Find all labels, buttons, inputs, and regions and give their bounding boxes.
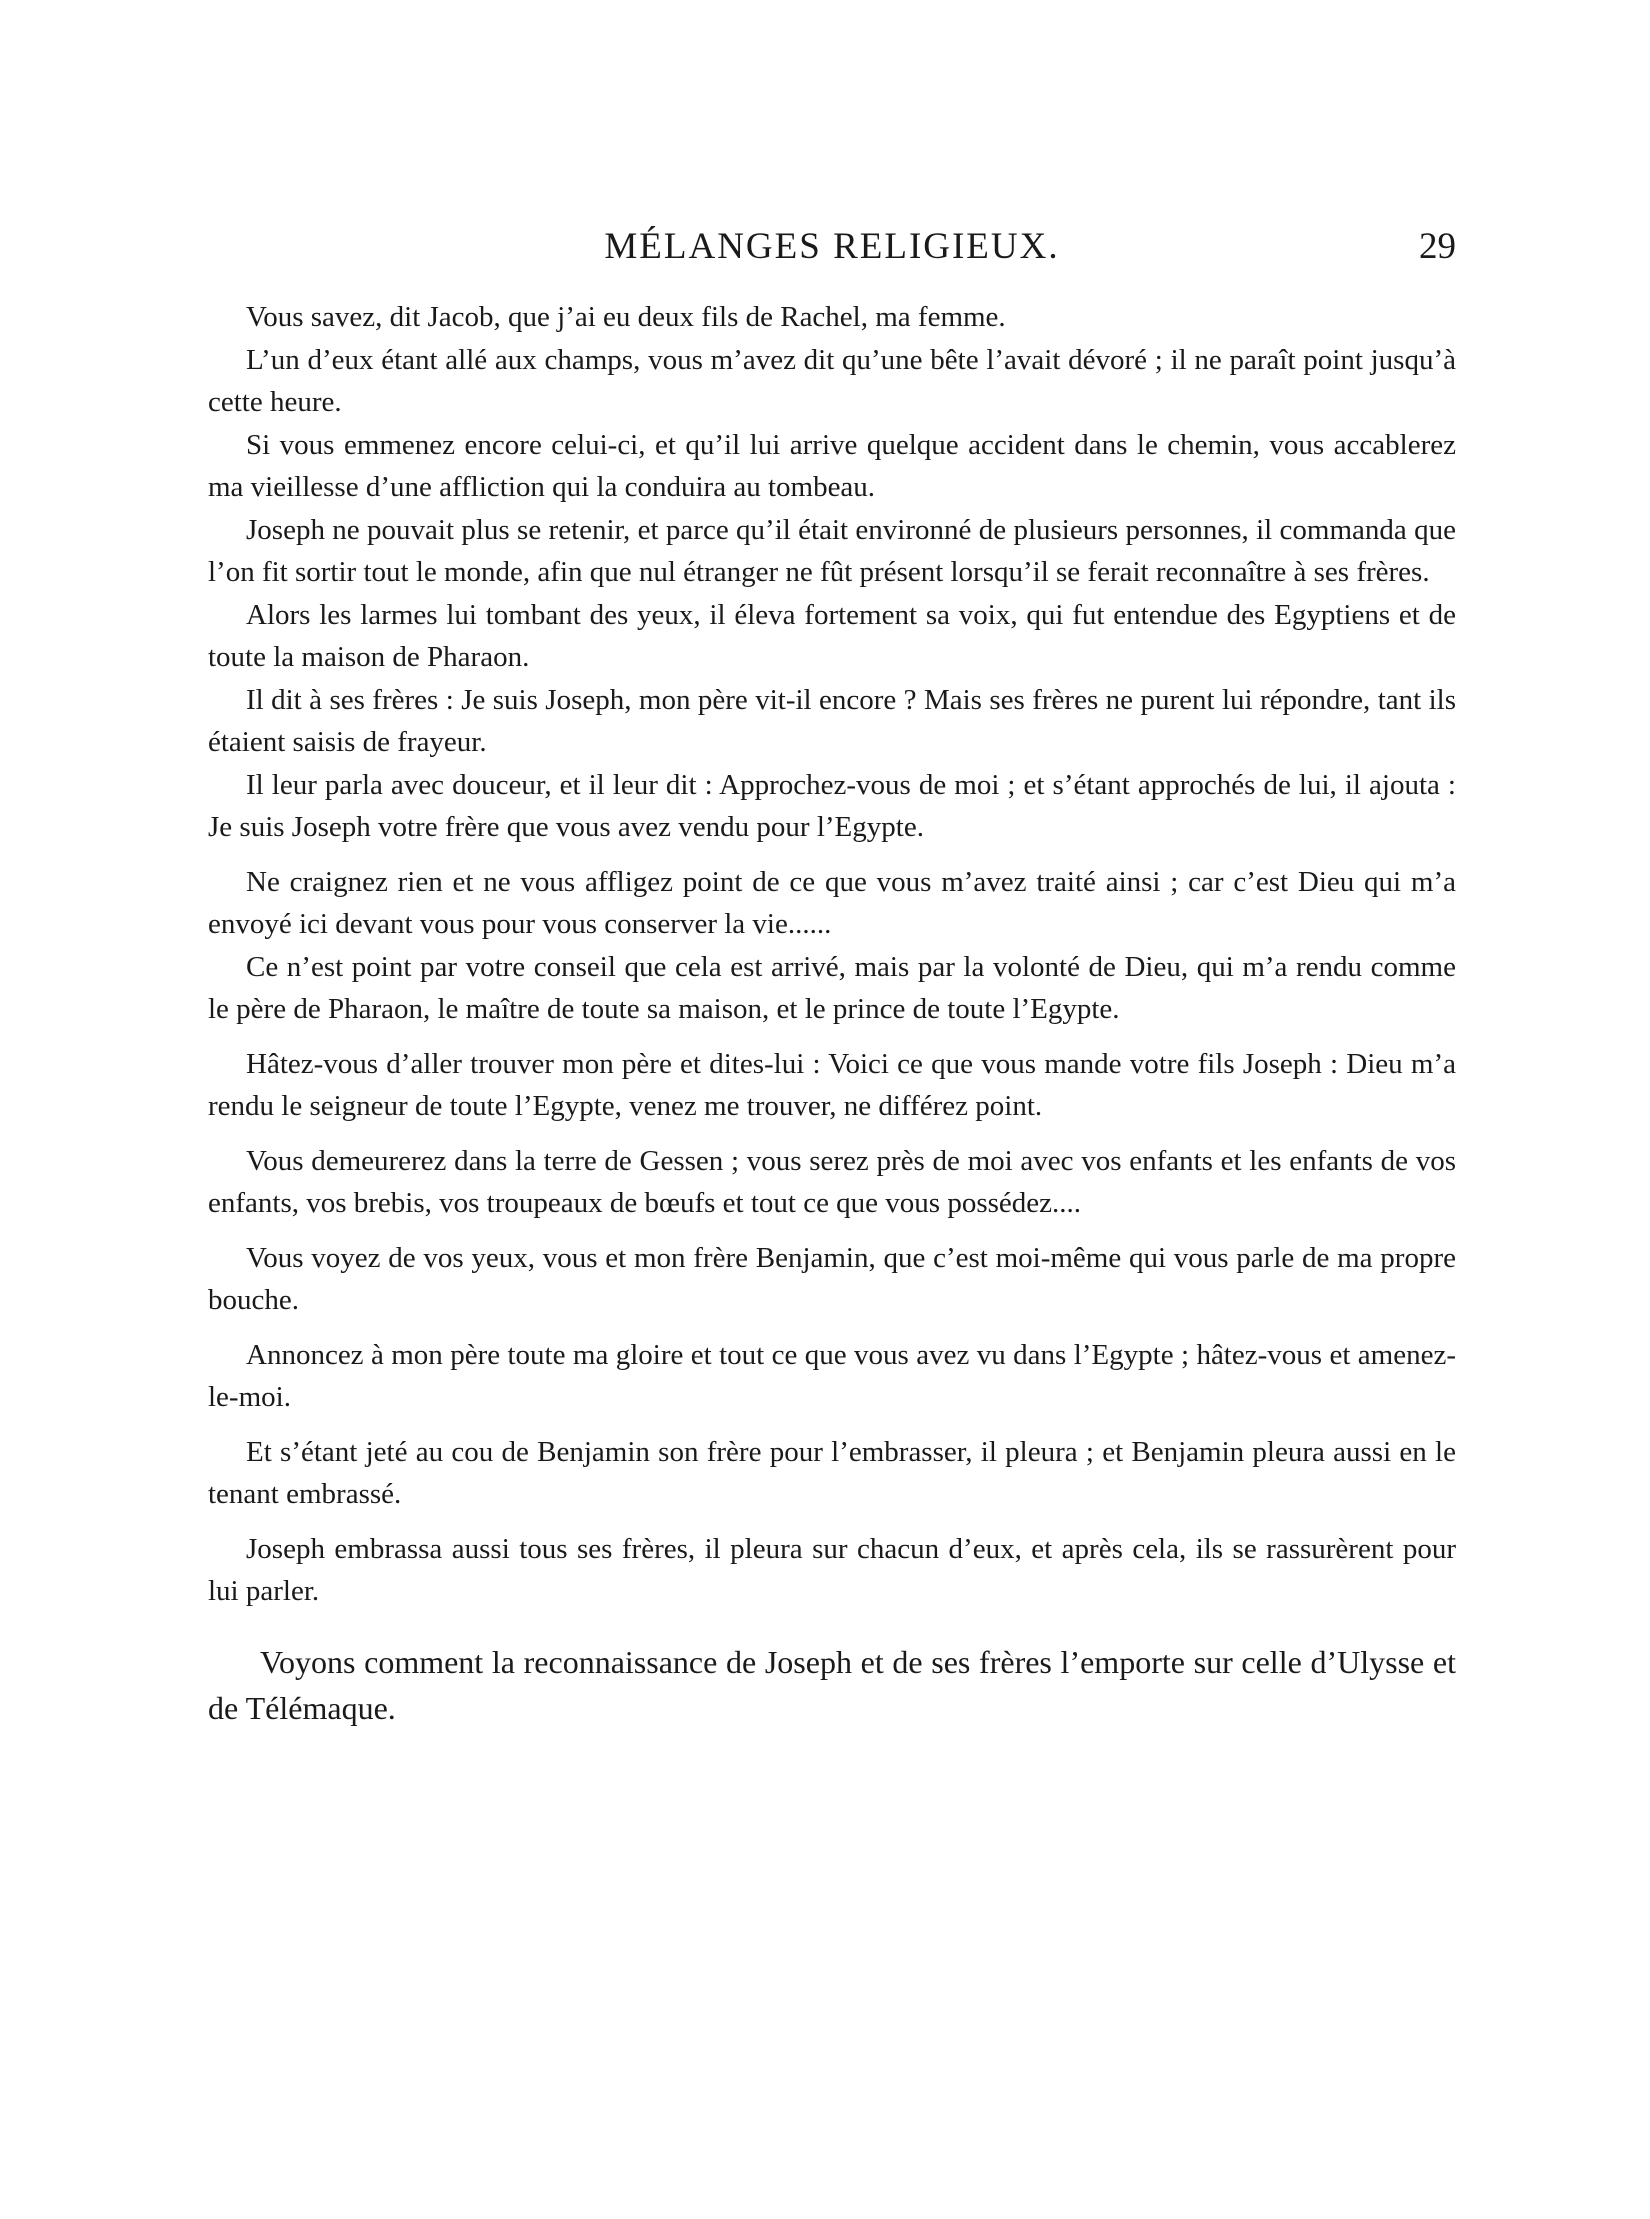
paragraph-10: Hâtez-vous d’aller trouver mon père et dites-lui : Voici ce que vous mande votre fils Joseph : Dieu m’a rendu le seigneur de toute l’Egypte, venez me trouver, ne différez point.	[208, 1047, 1456, 1122]
paragraph-8: Ne craignez rien et ne vous affligez point de ce que vous m’avez traité ainsi ; car c’est Dieu qui m’a envoyé ici devant vous pour vous conserver la vie......	[208, 865, 1456, 940]
closing-paragraph: Voyons comment la reconnaissance de Joseph et de ses frères l’emporte sur celle d’Ulysse et de Télémaque.	[208, 1643, 1456, 1726]
running-head	[208, 222, 1456, 272]
paragraph-7: Il leur parla avec douceur, et il leur dit : Approchez-vous de moi ; et s’étant approchés de lui, il ajouta : Je suis Joseph votre frère que vous avez vendu pour l’Egypte.	[208, 768, 1456, 843]
page-number: 29	[1419, 226, 1456, 267]
paragraph-9: Ce n’est point par votre conseil que cela est arrivé, mais par la volonté de Dieu, qui m’a rendu comme le père de Pharaon, le maître de toute sa maison, et le prince de toute l’Egypte.	[208, 950, 1456, 1025]
paragraph-13: Annoncez à mon père toute ma gloire et tout ce que vous avez vu dans l’Egypte ; hâtez-vous et amenez-le-moi.	[208, 1338, 1456, 1413]
paragraph-5: Alors les larmes lui tombant des yeux, il éleva fortement sa voix, qui fut entendue des Egyptiens et de toute la maison de Pharaon.	[208, 598, 1456, 673]
paragraph-6: Il dit à ses frères : Je suis Joseph, mon père vit-il encore ? Mais ses frères ne purent lui répondre, tant ils étaient saisis de frayeur.	[208, 683, 1456, 758]
paragraph-3: Si vous emmenez encore celui-ci, et qu’il lui arrive quelque accident dans le chemin, vous accablerez ma vieillesse d’une affliction qui la conduira au tombeau.	[208, 428, 1456, 503]
paragraph-11: Vous demeurerez dans la terre de Gessen ; vous serez près de moi avec vos enfants et les enfants de vos enfants, vos brebis, vos troupeaux de bœufs et tout ce que vous possédez....	[208, 1144, 1456, 1219]
paragraph-14: Et s’étant jeté au cou de Benjamin son frère pour l’embrasser, il pleura ; et Benjamin pleura aussi en le tenant embrassé.	[208, 1435, 1456, 1510]
paragraph-1: Vous savez, dit Jacob, que j’ai eu deux fils de Rachel, ma femme.	[246, 301, 1006, 333]
running-title: MÉLANGES RELIGIEUX.	[604, 226, 1060, 267]
paragraph-2: L’un d’eux étant allé aux champs, vous m’avez dit qu’une bête l’avait dévoré ; il ne paraît point jusqu’à cette heure.	[208, 343, 1456, 418]
paragraph-12: Vous voyez de vos yeux, vous et mon frère Benjamin, que c’est moi-même qui vous parle de ma propre bouche.	[208, 1241, 1456, 1316]
paragraph-15: Joseph embrassa aussi tous ses frères, il pleura sur chacun d’eux, et après cela, ils se rassurèrent pour lui parler.	[208, 1532, 1456, 1607]
body-text	[208, 296, 1456, 1731]
paragraph-4: Joseph ne pouvait plus se retenir, et parce qu’il était environné de plusieurs personnes, il commanda que l’on fit sortir tout le monde, afin que nul étranger ne fût présent lorsqu’il se ferait reconnaître à ses frères.	[208, 513, 1456, 588]
